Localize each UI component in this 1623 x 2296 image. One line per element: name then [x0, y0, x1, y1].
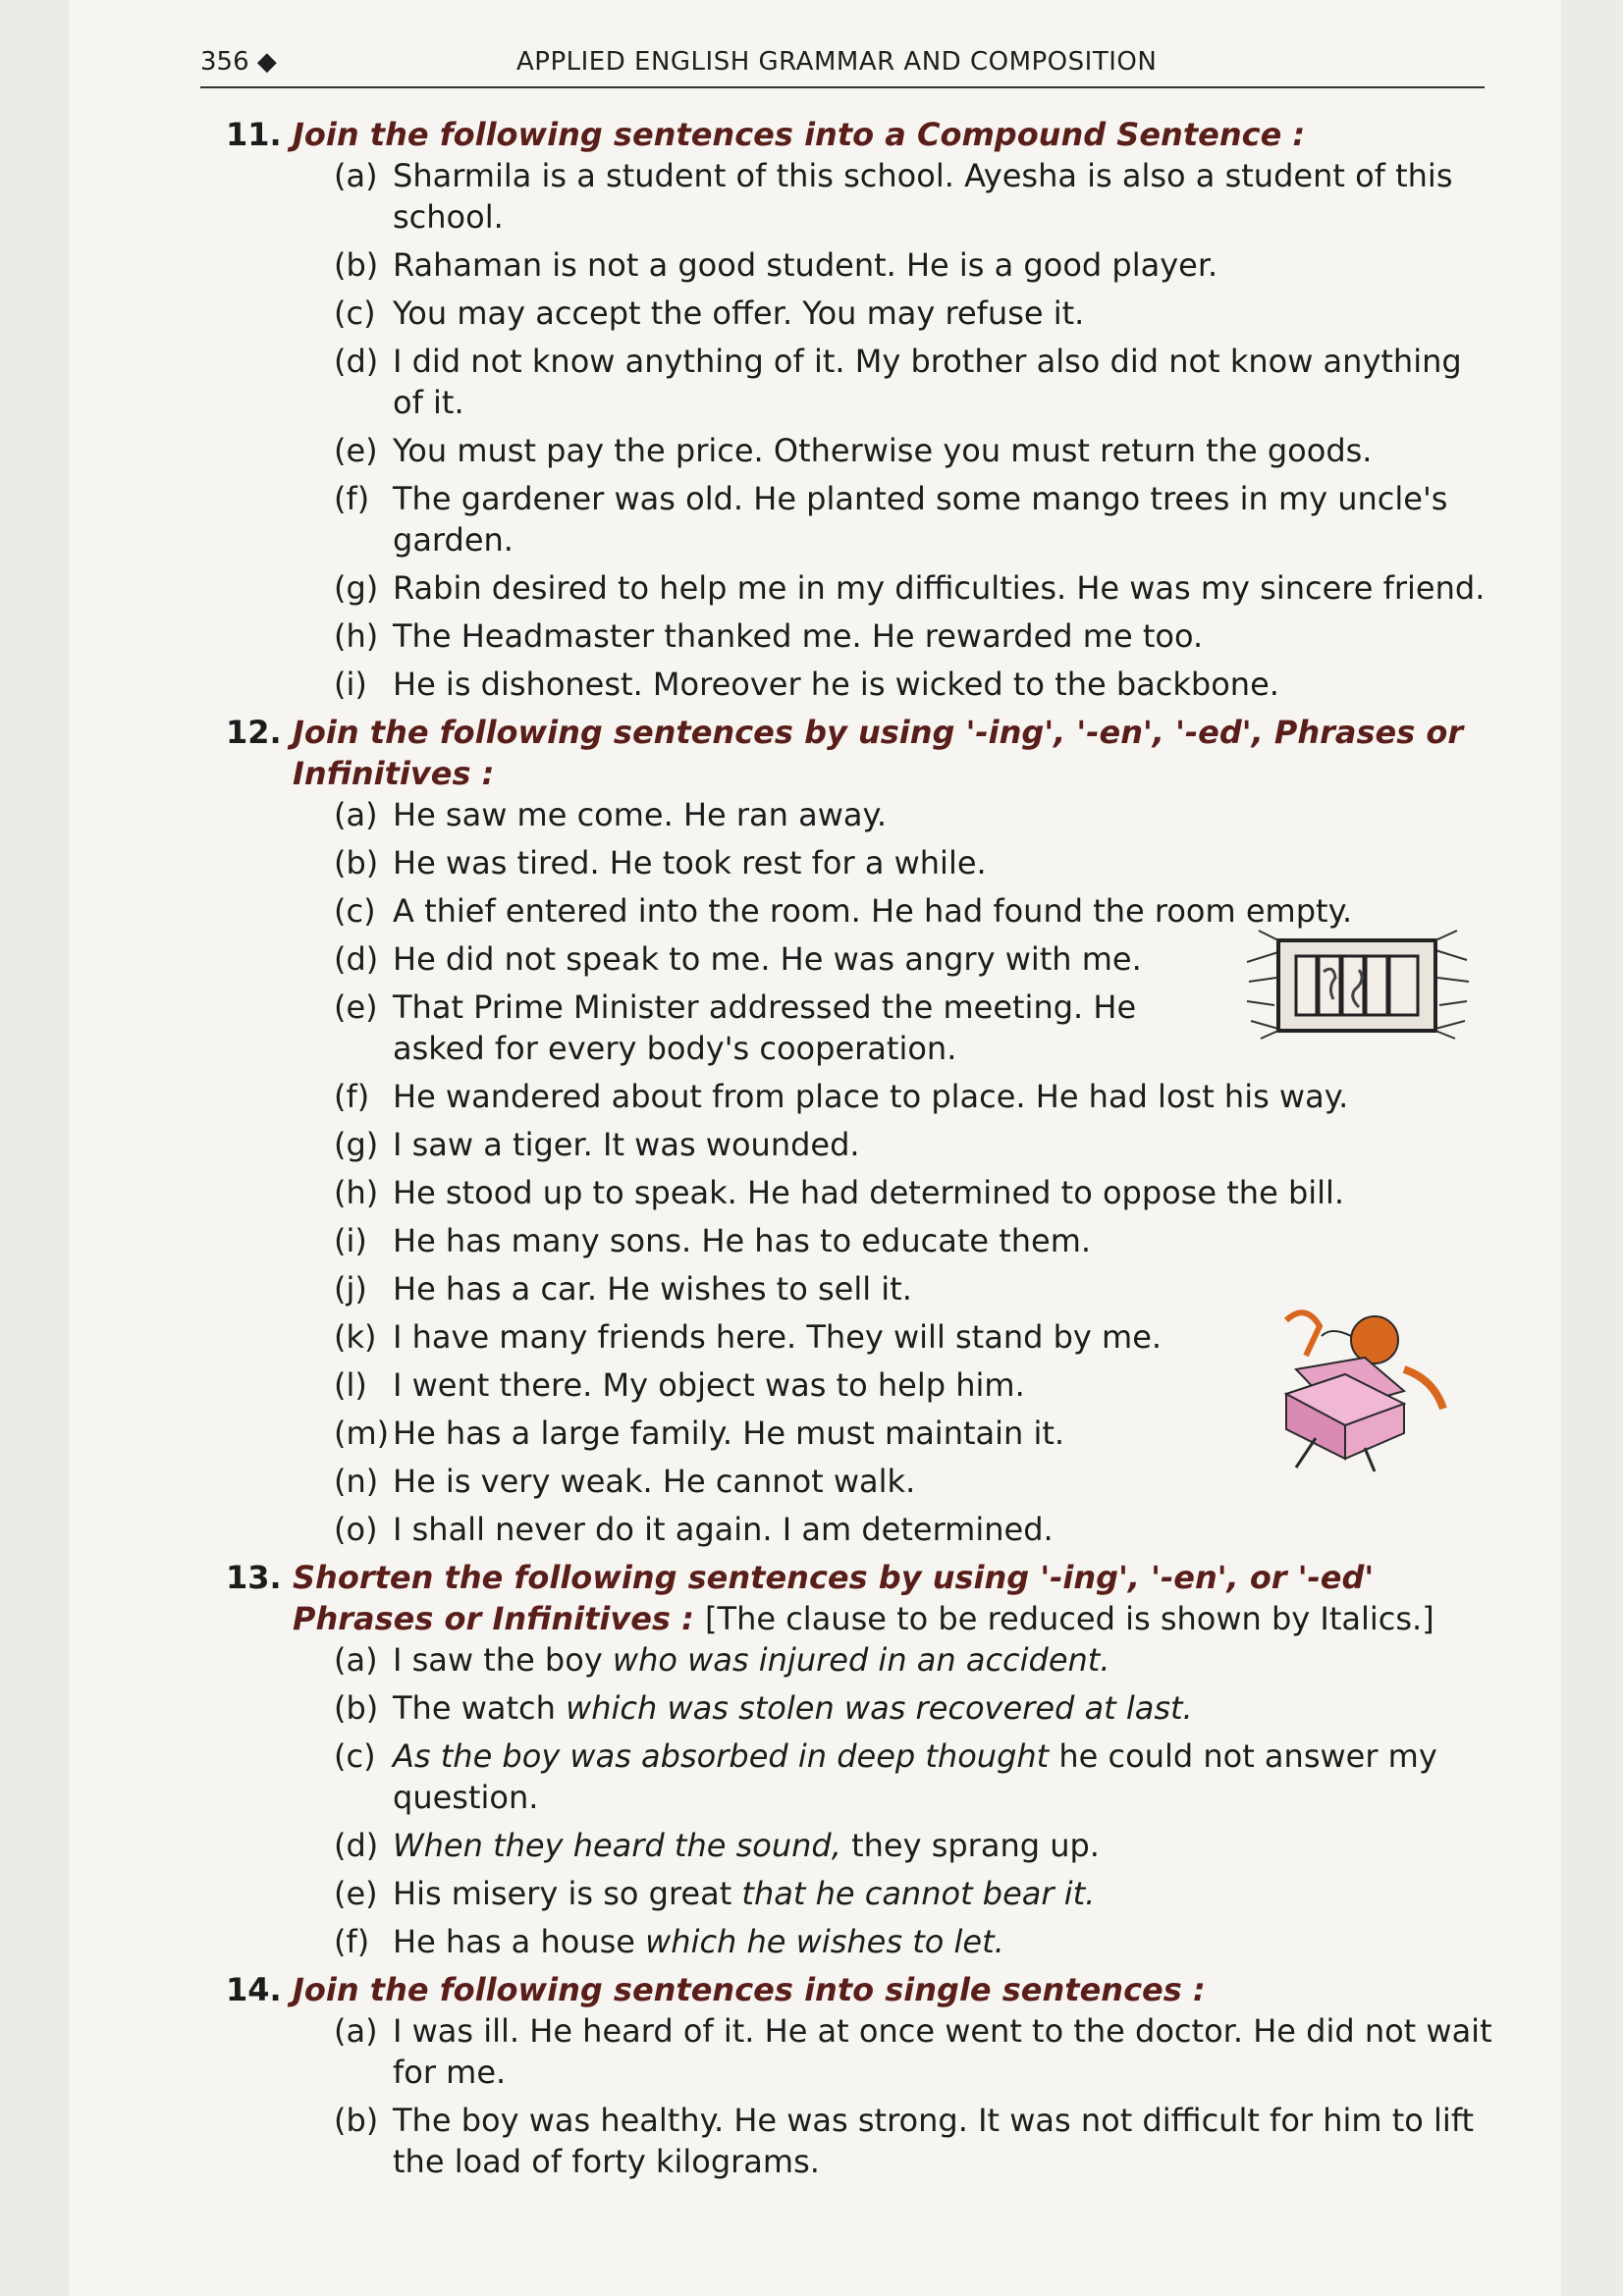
list-item: (b) He was tired. He took rest for a while. — [334, 844, 987, 881]
list-item: (g) I saw a tiger. It was wounded. — [334, 1126, 860, 1163]
list-item: (k) I have many friends here. They will stand by me. — [334, 1318, 1163, 1356]
list-item: (b) The boy was healthy. He was strong. It was not difficult for him to lift the load of forty kilograms. — [334, 2102, 1475, 2180]
question-number: 14. — [226, 1971, 282, 2008]
man-with-boxes-illustration — [1257, 1301, 1463, 1477]
cage-illustration — [1239, 923, 1475, 1041]
question-11 — [226, 114, 1492, 705]
question-heading — [226, 1969, 1492, 2010]
question-instruction: Join the following sentences into single sentences : — [293, 1971, 1206, 2008]
list-item: (c) You may accept the offer. You may refuse it. — [334, 294, 1085, 332]
list-item: (j) He has a car. He wishes to sell it. — [334, 1270, 912, 1308]
question-heading — [226, 712, 1492, 794]
question-items — [226, 2010, 1492, 2182]
list-item: (m) He has a large family. He must maintain it. — [334, 1415, 1065, 1452]
list-item: (b) The watch which was stolen was recovered at last. — [334, 1689, 1193, 1727]
list-item: (d) I did not know anything of it. My brother also did not know anything of it. — [334, 343, 1462, 421]
running-header — [200, 47, 1487, 86]
question-number: 11. — [226, 116, 282, 153]
page-number: 356 ◆ — [200, 47, 277, 77]
question-heading — [226, 114, 1492, 155]
instruction-note: [The clause to be reduced is shown by Italics.] — [705, 1600, 1434, 1637]
header-rule — [200, 86, 1485, 88]
list-item: (i) He has many sons. He has to educate them. — [334, 1222, 1092, 1259]
list-item: (c) A thief entered into the room. He had found the room empty. — [334, 892, 1353, 930]
list-item: (o) I shall never do it again. I am determined. — [334, 1511, 1054, 1548]
question-instruction: Shorten the following sentences by using '-ing', '-en', or '-ed' Phrases or Infinitives : — [293, 1559, 1375, 1637]
list-item: (a) I saw the boy who was injured in an accident. — [334, 1641, 1110, 1679]
list-item: (a) He saw me come. He ran away. — [334, 796, 888, 833]
question-13 — [226, 1557, 1492, 1962]
list-item: (n) He is very weak. He cannot walk. — [334, 1463, 916, 1500]
list-item: (l) I went there. My object was to help him. — [334, 1366, 1025, 1404]
question-number: 12. — [226, 714, 282, 751]
list-item: (a) I was ill. He heard of it. He at once went to the doctor. He did not wait for me. — [334, 2012, 1492, 2091]
list-item: (g) Rabin desired to help me in my difficulties. He was my sincere friend. — [334, 569, 1486, 607]
list-item: (h) The Headmaster thanked me. He rewarded me too. — [334, 617, 1204, 655]
list-item: (d) He did not speak to me. He was angry with me. — [334, 940, 1142, 978]
question-heading — [226, 1557, 1492, 1639]
list-item: (e) That Prime Minister addressed the meeting. He asked for every body's cooperation. — [334, 988, 1137, 1067]
question-number: 13. — [226, 1559, 282, 1596]
list-item: (b) Rahaman is not a good student. He is a good player. — [334, 246, 1218, 284]
list-item: (e) You must pay the price. Otherwise you must return the goods. — [334, 432, 1373, 469]
question-items — [226, 1639, 1492, 1962]
list-item: (d) When they heard the sound, they sprang up. — [334, 1827, 1100, 1864]
question-14 — [226, 1969, 1492, 2182]
question-items — [226, 155, 1492, 705]
list-item: (h) He stood up to speak. He had determined to oppose the bill. — [334, 1174, 1345, 1211]
list-item: (f) The gardener was old. He planted some mango trees in my uncle's garden. — [334, 480, 1448, 559]
question-instruction: Join the following sentences by using '-ing', '-en', '-ed', Phrases or Infinitives : — [293, 714, 1464, 792]
book-title: APPLIED ENGLISH GRAMMAR AND COMPOSITION — [516, 47, 1158, 77]
list-item: (a) Sharmila is a student of this school. Ayesha is also a student of this school. — [334, 157, 1453, 236]
list-item: (i) He is dishonest. Moreover he is wicked to the backbone. — [334, 666, 1279, 703]
exercise-content — [226, 110, 1492, 2189]
list-item: (e) His misery is so great that he cannot bear it. — [334, 1875, 1096, 1912]
list-item: (c) As the boy was absorbed in deep thought he could not answer my question. — [334, 1737, 1437, 1816]
list-item: (f) He has a house which he wishes to let. — [334, 1923, 1004, 1960]
list-item: (f) He wandered about from place to place. He had lost his way. — [334, 1078, 1349, 1115]
question-instruction: Join the following sentences into a Compound Sentence : — [293, 116, 1306, 153]
